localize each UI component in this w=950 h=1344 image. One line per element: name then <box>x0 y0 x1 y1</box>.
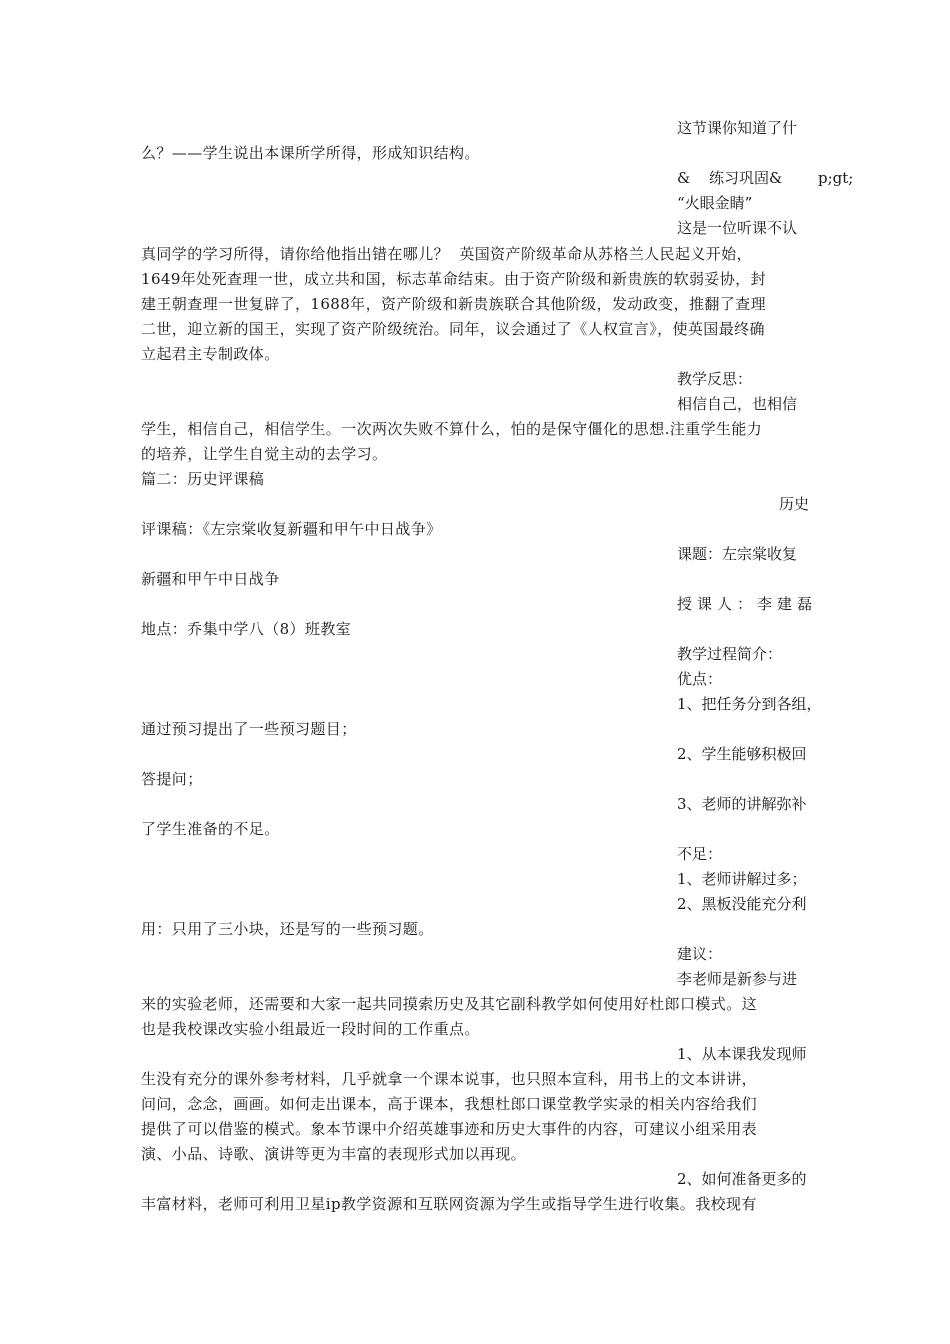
text-line: 教学反思： <box>677 370 753 388</box>
text-line: 3、老师的讲解弥补 <box>677 795 807 813</box>
text-line: 用：只用了三小块，还是写的一些预习题。 <box>141 920 434 938</box>
text-line: 优点： <box>677 670 723 688</box>
text-line: 1、从本课我发现师 <box>677 1045 807 1063</box>
text-line: 的培养，让学生自觉主动的去学习。 <box>141 445 388 463</box>
text-line: & <box>677 169 691 187</box>
text-line: 地点：乔集中学八（8）班教室 <box>141 620 352 638</box>
text-line: 这节课你知道了什 <box>677 119 798 137</box>
text-line: 建王朝查理一世复辟了，1688年，资产阶级和新贵族联合其他阶级，发动政变，推翻了查理 <box>141 295 766 313</box>
text-line: 历史 <box>778 495 809 513</box>
text-line: 2、如何准备更多的 <box>677 1170 807 1188</box>
text-line: 丰富材料，老师可利用卫星ip教学资源和互联网资源为学生或指导学生进行收集。我校现有 <box>141 1195 757 1213</box>
text-line: 授课人：李建磊 <box>677 595 818 613</box>
text-line: 么？——学生说出本课所学所得，形成知识结构。 <box>141 144 480 162</box>
section-heading: 篇二：历史评课稿 <box>141 470 265 488</box>
text-line: 真同学的学习所得，请你给他指出错在哪儿？ 英国资产阶级革命从苏格兰人民起义开始， <box>141 245 752 263</box>
text-line: 这是一位听课不认 <box>677 219 798 237</box>
text-line: 2、学生能够积极回 <box>677 745 807 763</box>
text-line: 了学生准备的不足。 <box>141 820 280 838</box>
text-line: 练习巩固& <box>709 169 783 187</box>
text-line: 答提问； <box>141 770 203 788</box>
text-line: 教学过程简介： <box>677 645 783 663</box>
text-line: 相信自己，也相信 <box>677 395 798 413</box>
text-line: 立起君主专制政体。 <box>141 345 280 363</box>
text-line: 课题：左宗棠收复 <box>677 545 798 563</box>
text-line: 生没有充分的课外参考材料，几乎就拿一个课本说事，也只照本宣科，用书上的文本讲讲， <box>141 1070 758 1088</box>
text-line: 1、老师讲解过多； <box>677 870 807 888</box>
text-line: 不足： <box>677 845 723 863</box>
text-line: 建议： <box>677 945 723 963</box>
text-line: 通过预习提出了一些预习题目； <box>141 720 357 738</box>
text-line: 2、黑板没能充分利 <box>677 895 807 913</box>
text-line: 评课稿：《左宗棠收复新疆和甲午中日战争》 <box>141 520 442 538</box>
text-line: 提供了可以借鉴的模式。象本节课中介绍英雄事迹和历史大事件的内容，可建议小组采用表 <box>141 1120 758 1138</box>
text-line: 来的实验老师，还需要和大家一起共同摸索历史及其它副科教学如何使用好杜郎口模式。这 <box>141 995 758 1013</box>
text-line: 学生，相信自己，相信学生。一次两次失败不算什么，怕的是保守僵化的思想.注重学生能力 <box>141 420 763 438</box>
text-line: 李老师是新参与进 <box>677 970 798 988</box>
text-line: 也是我校课改实验小组最近一段时间的工作重点。 <box>141 1020 480 1038</box>
text-line: 问问，念念，画画。如何走出课本，高于课本，我想杜郎口课堂教学实录的相关内容给我们 <box>141 1095 758 1113</box>
text-line: 新疆和甲午中日战争 <box>141 570 280 588</box>
text-line: p;gt; <box>818 169 854 187</box>
text-line: 1、把任务分到各组， <box>677 695 822 713</box>
text-line: 演、小品、诗歌、演讲等更为丰富的表现形式加以再现。 <box>141 1145 527 1163</box>
text-line: “火眼金睛” <box>677 194 753 212</box>
text-line: 1649年处死查理一世，成立共和国，标志革命结束。由于资产阶级和新贵族的软弱妥协，封 <box>141 270 766 288</box>
text-line: 二世，迎立新的国王，实现了资产阶级统治。同年，议会通过了《人权宣言》，使英国最终确 <box>141 320 765 338</box>
